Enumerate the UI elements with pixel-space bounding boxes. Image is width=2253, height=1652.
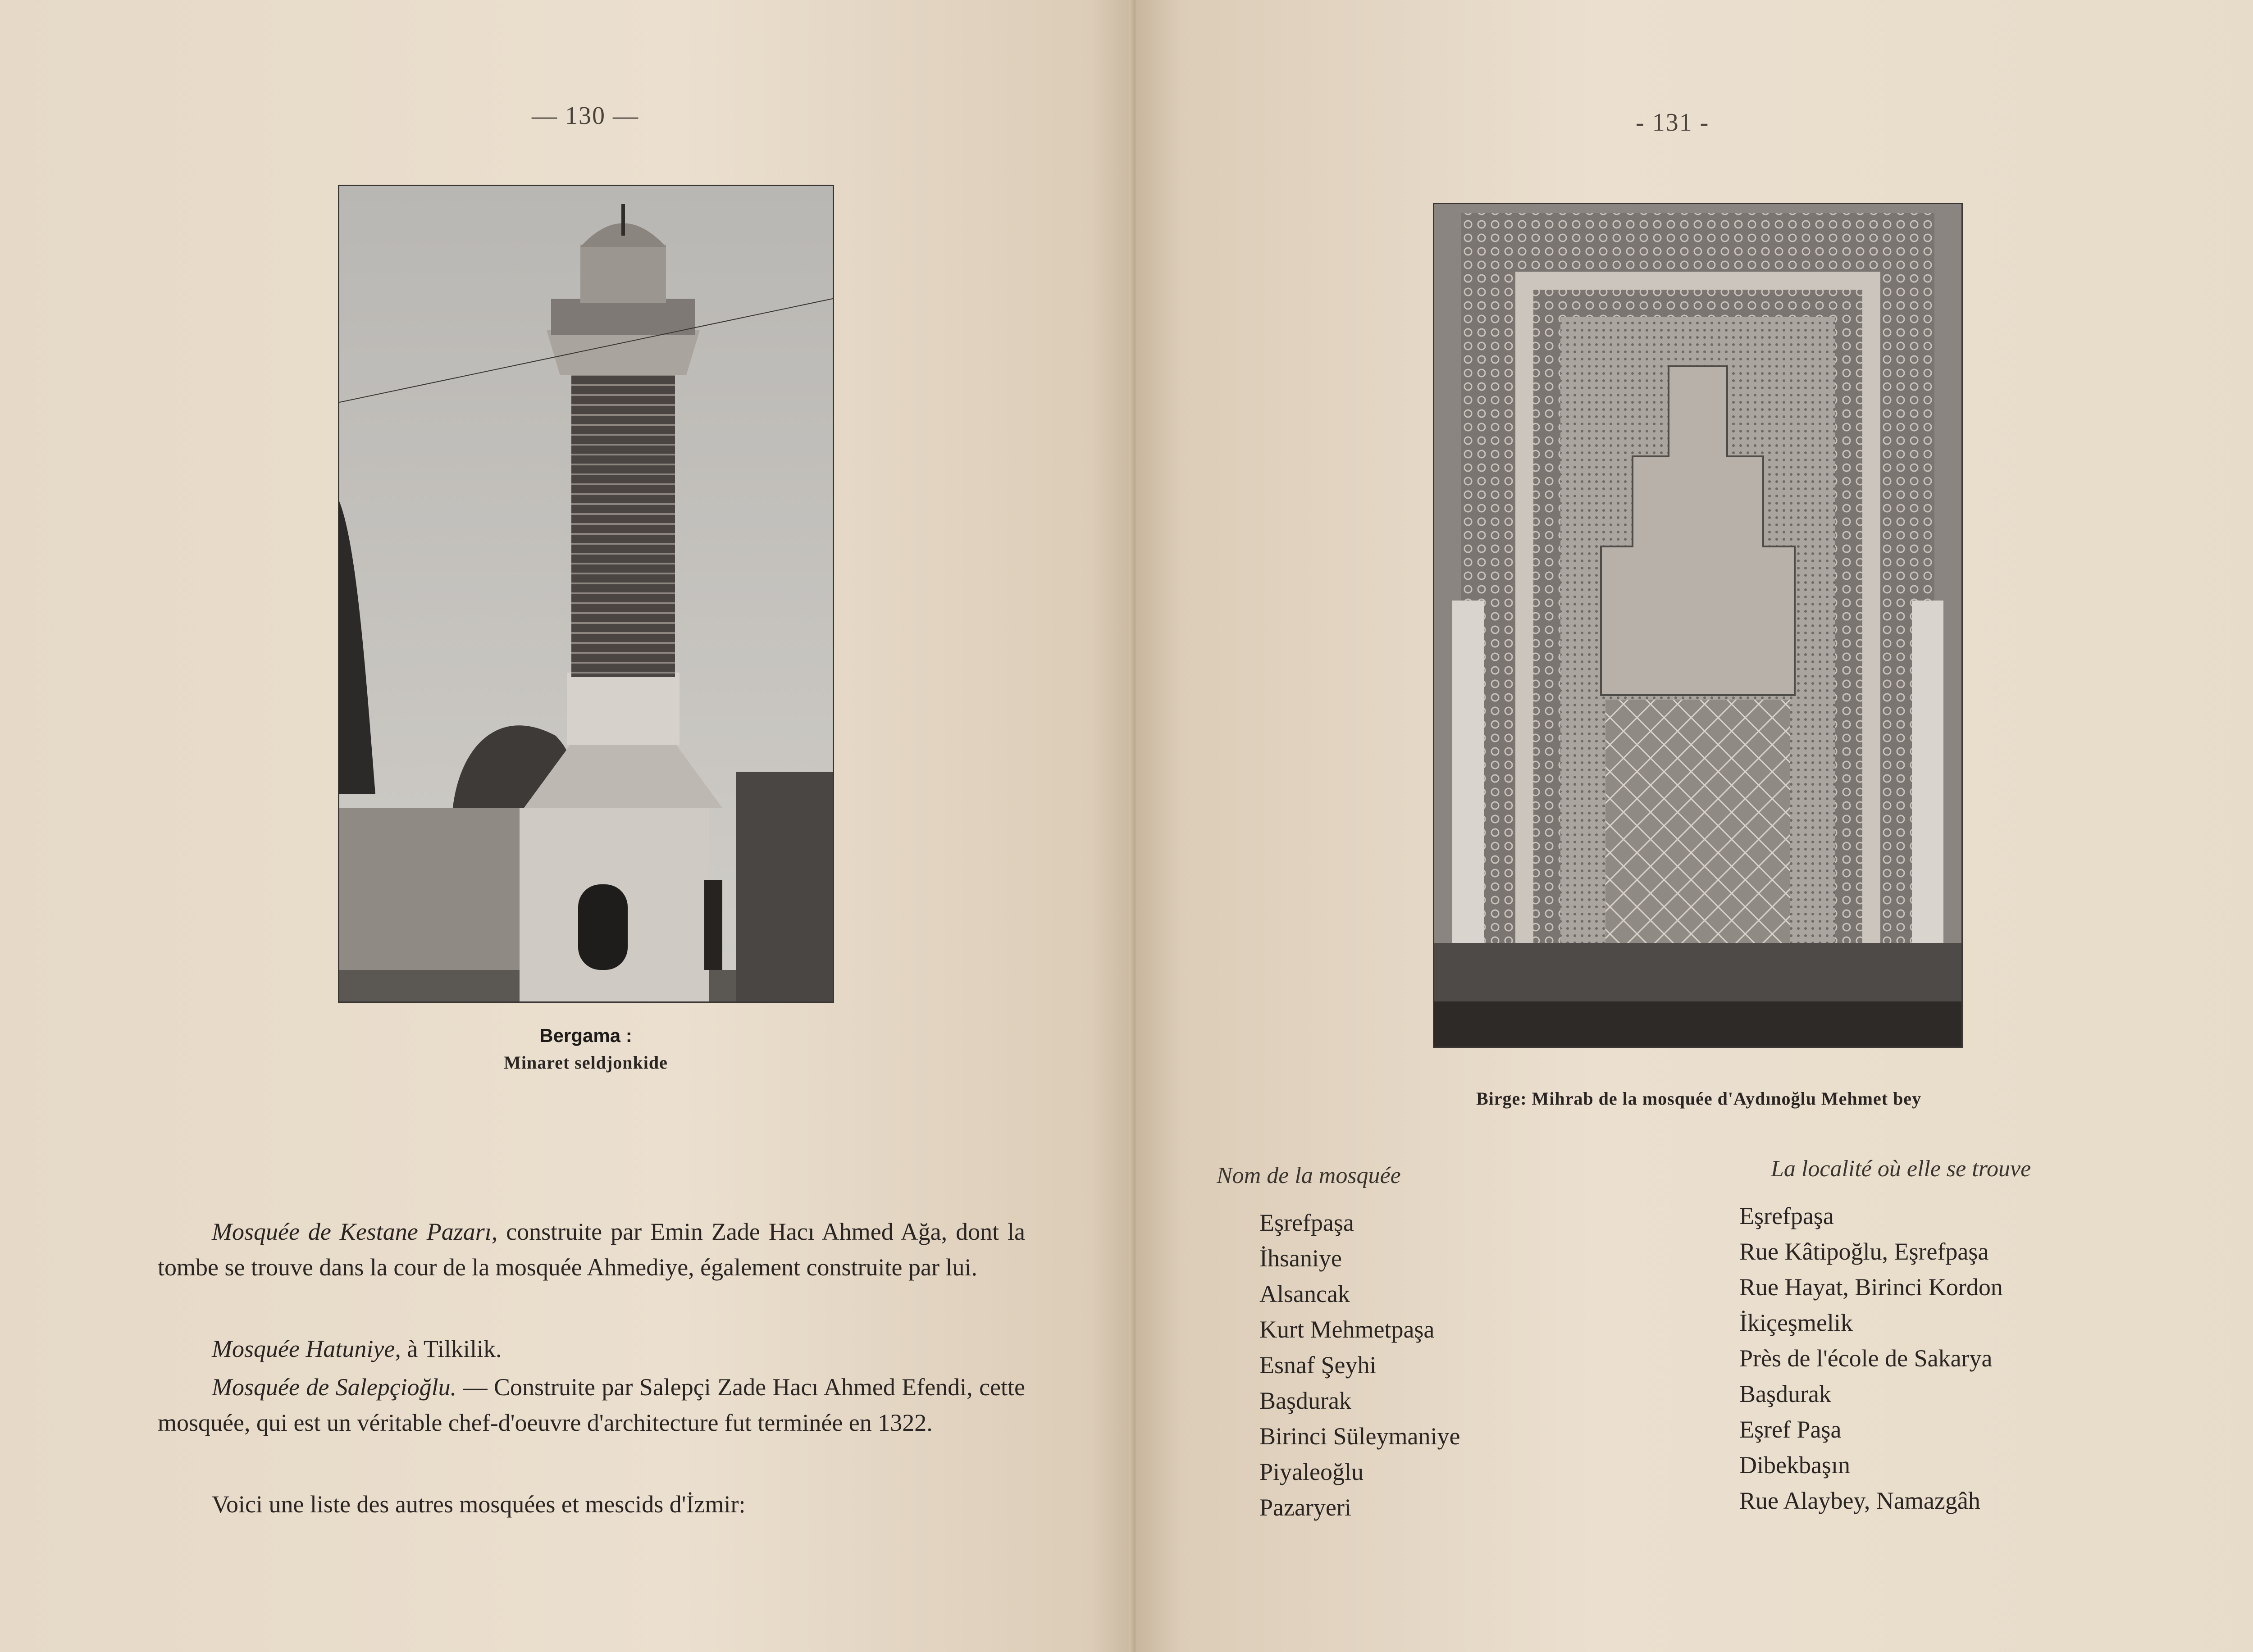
column-header-location: La localité où elle se trouve <box>1771 1156 2031 1182</box>
photo-caption-subtitle: Minaret seldjonkide <box>504 1052 668 1073</box>
list-item: Başdurak <box>1739 1380 1831 1407</box>
mosque-name-list <box>1259 1205 1460 1525</box>
list-item: Kurt Mehmetpaşa <box>1259 1316 1435 1343</box>
mihrab-illustration <box>1434 204 1961 1047</box>
page-number-130: — 130 — <box>532 102 639 130</box>
column-header-mosque-name: Nom de la mosquée <box>1217 1163 1401 1188</box>
list-item: İhsaniye <box>1259 1245 1342 1272</box>
paragraph-kestane-pazari: Mosquée de Kestane Pazarı, construite par Emin Zade Hacı Ahmed Ağa, dont la tombe se trouve dans la cour de la mosquée Ahmediye, également construite par lui. <box>158 1218 1026 1281</box>
mosque-location-list <box>1739 1198 2003 1519</box>
list-item: Esnaf Şeyhi <box>1259 1352 1377 1379</box>
list-item: Près de l'école de Sakarya <box>1739 1345 1993 1372</box>
list-item: Rue Alaybey, Namazgâh <box>1739 1487 1980 1514</box>
list-item: Rue Kâtipoğlu, Eşrefpaşa <box>1739 1238 1989 1265</box>
list-item: Pazaryeri <box>1259 1494 1351 1521</box>
list-item: Dibekbaşın <box>1739 1452 1850 1479</box>
photo-caption-title: Bergama : <box>539 1025 632 1046</box>
list-item: Alsancak <box>1259 1280 1350 1307</box>
list-item: Piyaleoğlu <box>1259 1458 1364 1485</box>
paragraph-hatuniye: Mosquée Hatuniye, à Tilkilik. <box>212 1335 502 1362</box>
right-page <box>1136 0 2253 1652</box>
page-number-131: - 131 - <box>1636 109 1710 137</box>
list-item: İkiçeşmelik <box>1739 1309 1853 1336</box>
list-item: Başdurak <box>1259 1387 1351 1414</box>
paragraph-salepcioglu: Mosquée de Salepçioğlu. — Construite par Salepçi Zade Hacı Ahmed Efendi, cette mosquée, qui est un véritable chef-d'oeuvre d'architecture fut terminée en 1322. <box>158 1374 1025 1436</box>
paragraph-list-intro: Voici une liste des autres mosquées et mescids d'İzmir: <box>212 1491 746 1518</box>
minaret-illustration <box>339 186 833 1001</box>
list-item: Eşrefpaşa <box>1259 1209 1354 1236</box>
minaret-photo <box>338 185 834 1003</box>
list-item: Birinci Süleymaniye <box>1259 1423 1460 1450</box>
list-item: Eşrefpaşa <box>1739 1202 1834 1229</box>
list-item: Eşref Paşa <box>1739 1416 1842 1443</box>
mihrab-photo-caption: Birge: Mihrab de la mosquée d'Aydınoğlu Mehmet bey <box>1476 1088 1922 1109</box>
list-item: Rue Hayat, Birinci Kordon <box>1739 1274 2003 1301</box>
mihrab-photo <box>1433 203 1963 1048</box>
